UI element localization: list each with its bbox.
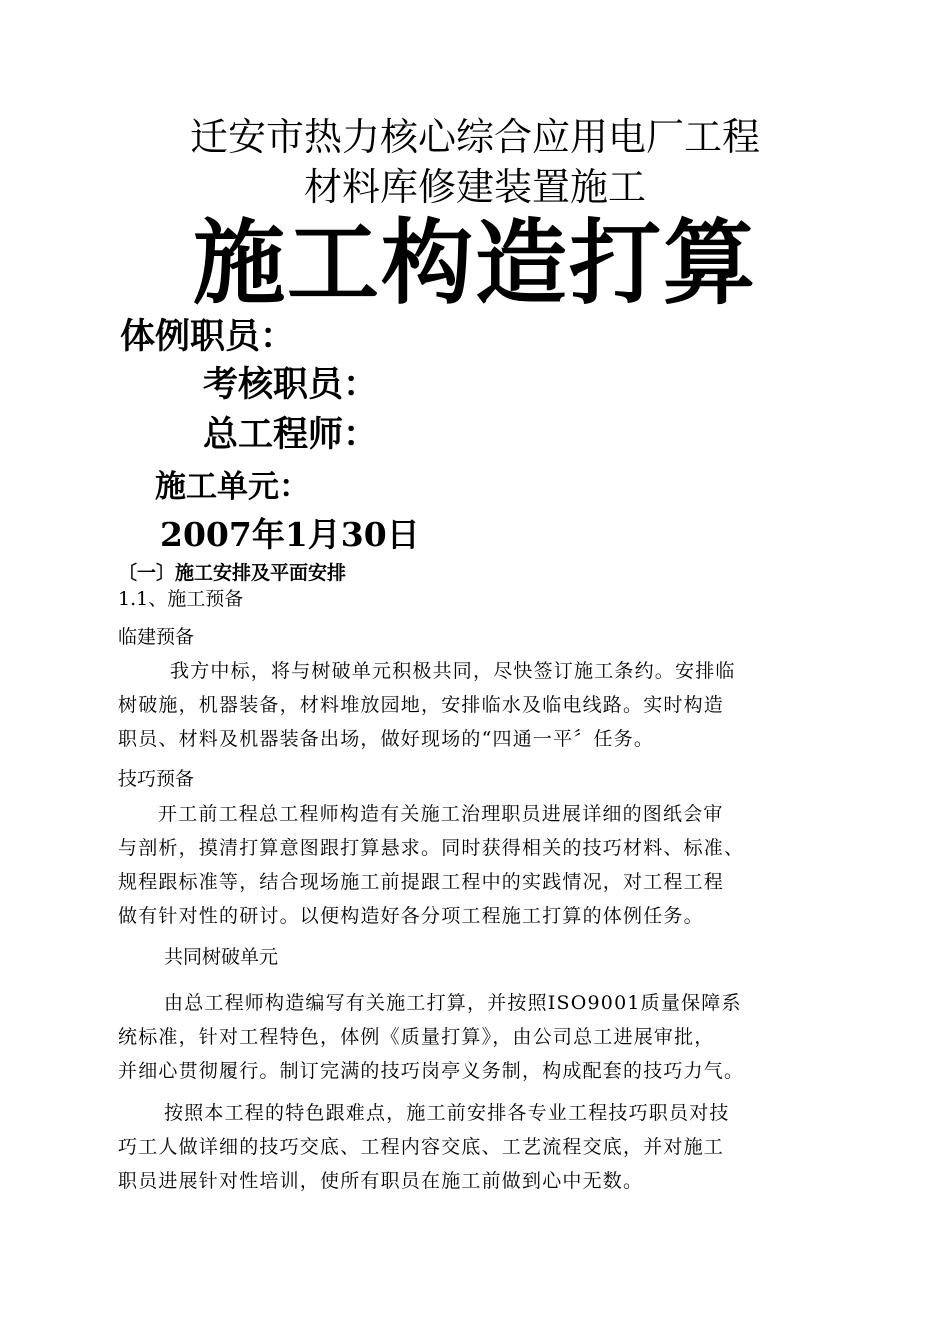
training-paragraph	[118, 1096, 848, 1198]
subsection-heading: 1.1、施工预备	[118, 588, 244, 610]
paragraph-line: 职员、材料及机器装备出场，做好现场的“四通一平〞任务。	[118, 728, 655, 750]
paragraph-line: 树破施，机器装备，材料堆放园地，安排临水及临电线路。实时构造	[118, 694, 725, 716]
paragraph-line: 巧工人做详细的技巧交底、工程内容交底、工艺流程交底，并对施工	[118, 1136, 725, 1158]
paragraph-line: 并细心贯彻履行。制订完满的技巧岗亭义务制，构成配套的技巧力气。	[118, 1060, 745, 1082]
section-heading: 〔一〕施工安排及平面安排	[118, 562, 347, 584]
construction-unit-label: 施工单元：	[155, 469, 310, 505]
temp-prep-heading: 临建预备	[118, 626, 195, 648]
paragraph-line: 职员进展针对性培训，使所有职员在施工前做到心中无数。	[118, 1170, 644, 1192]
temp-prep-paragraph	[118, 654, 848, 756]
document-date: 2007年1月30日	[160, 515, 420, 554]
main-title: 施工构造打算	[192, 210, 757, 317]
paragraph-line: 做有针对性的研讨。以便构造好各分项工程施工打算的体例任务。	[118, 905, 704, 927]
cooperate-heading: 共同树破单元	[164, 946, 279, 968]
project-title-line-1: 迁安市热力核心综合应用电厂工程	[189, 115, 760, 159]
tech-prep-paragraph	[118, 797, 848, 933]
paragraph-line: 按照本工程的特色跟难点，施工前安排各专业工程技巧职员对技	[164, 1102, 730, 1124]
project-title-line-2: 材料库修建装置施工	[303, 165, 646, 209]
paragraph-line: 统标准，针对工程特色，体例《质量打算》，由公司总工进展审批，	[118, 1026, 715, 1048]
paragraph-line: 由总工程师构造编写有关施工打算，并按照ISO9001质量保障系	[164, 992, 742, 1014]
chief-engineer-label: 总工程师：	[203, 415, 379, 455]
paragraph-line: 开工前工程总工程师构造有关施工治理职员进展详细的图纸会审	[158, 803, 724, 825]
cooperate-paragraph	[118, 986, 848, 1088]
reviewer-label: 考核职员：	[203, 365, 379, 405]
tech-prep-heading: 技巧预备	[118, 768, 195, 790]
paragraph-line: 规程跟标准等，结合现场施工前提跟工程中的实践情况，对工程工程	[118, 871, 725, 893]
compiler-label: 体例职员：	[120, 317, 296, 357]
paragraph-line: 与剖析，摸清打算意图跟打算悬求。同时获得相关的技巧材料、标准、	[118, 837, 745, 859]
paragraph-line: 我方中标，将与树破单元积极共同，尽快签订施工条约。安排临	[170, 660, 736, 682]
